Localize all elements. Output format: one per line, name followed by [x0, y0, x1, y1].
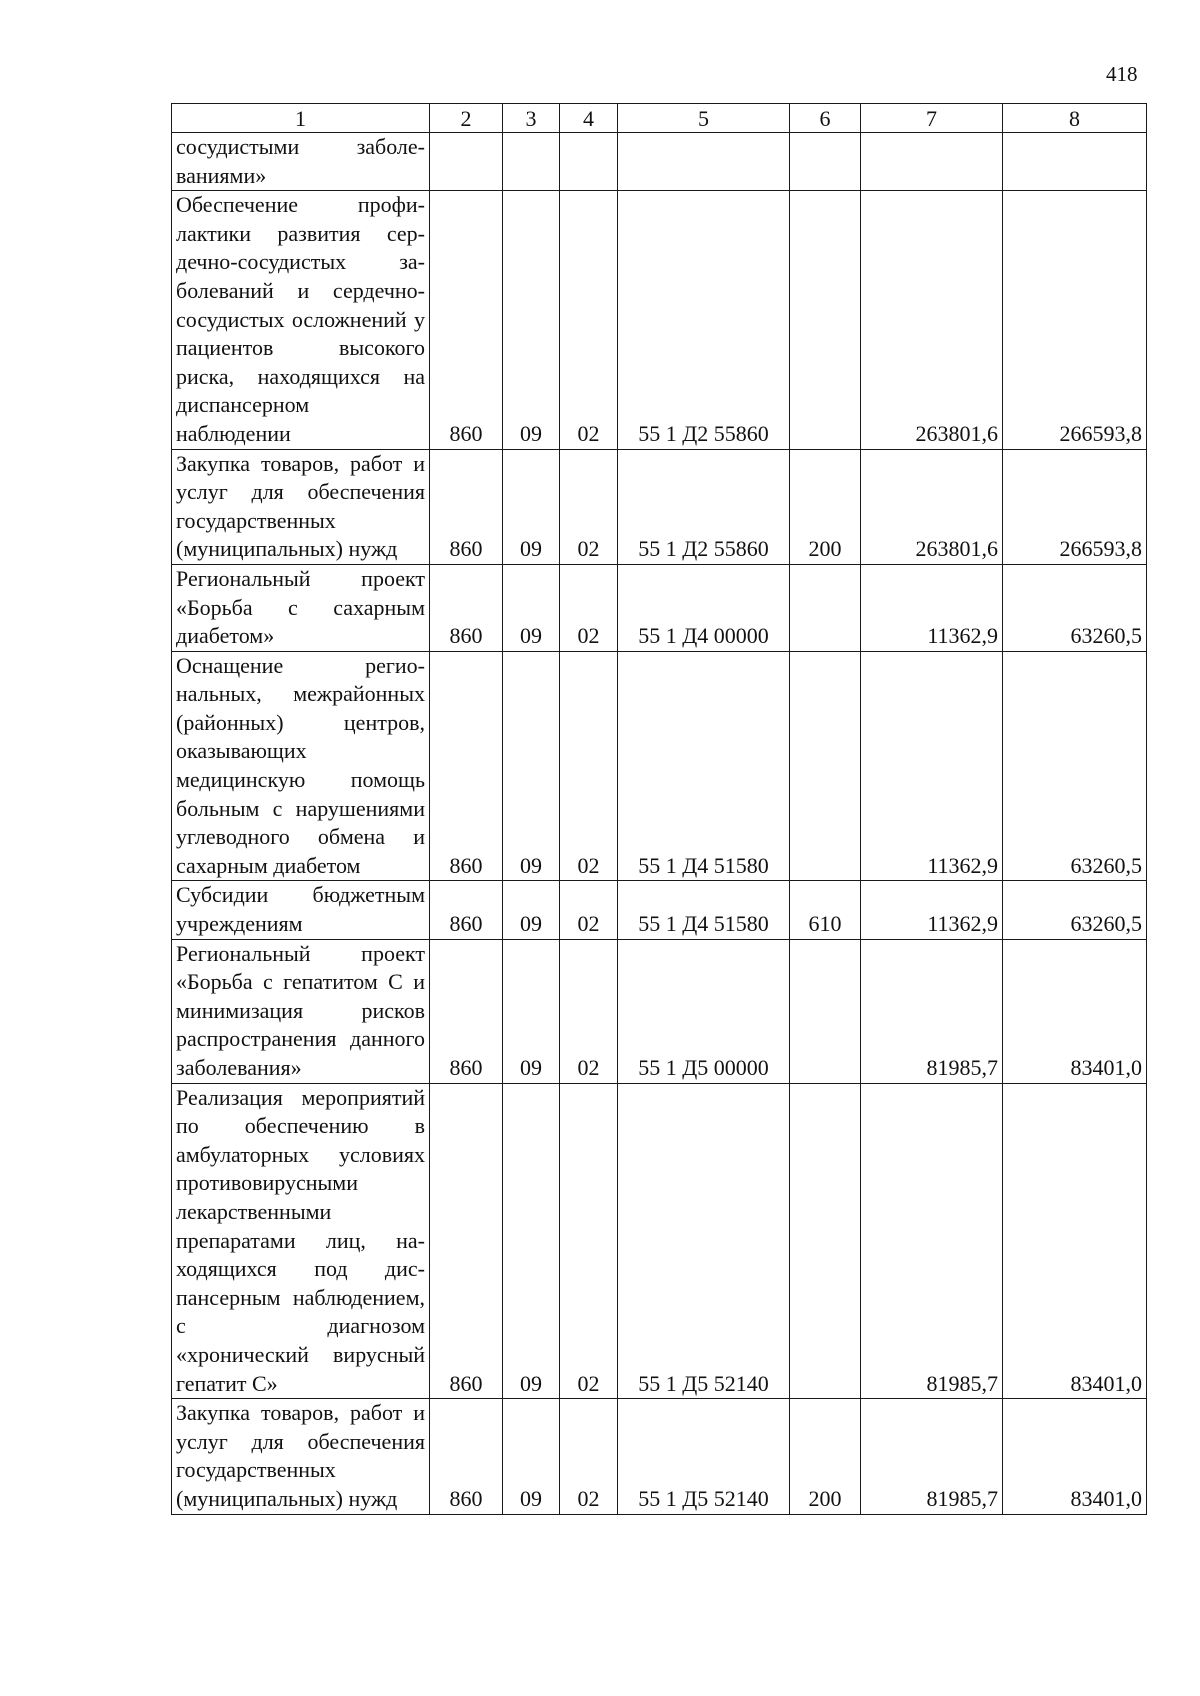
table-row: [172, 449, 1147, 564]
section-cell: [503, 133, 560, 191]
amount-col7-cell: 81985,7: [861, 939, 1003, 1083]
column-header: 2: [430, 104, 503, 133]
subsection-cell: 02: [560, 939, 618, 1083]
target-article-cell: 55 1 Д2 55860: [618, 191, 790, 449]
subsection-cell: 02: [560, 449, 618, 564]
section-cell: 09: [503, 939, 560, 1083]
row-name-cell: Региональный проект «Борьба с гепатитом С и минимизация рисков распространения данного заболевания»: [172, 939, 430, 1083]
section-cell: 09: [503, 651, 560, 881]
table-row: [172, 881, 1147, 939]
row-name-cell: Субсидии бюджетным учреждениям: [172, 881, 430, 939]
admin-code-cell: 860: [430, 881, 503, 939]
section-cell: 09: [503, 1083, 560, 1399]
expense-type-cell: [790, 939, 861, 1083]
column-header: 8: [1003, 104, 1147, 133]
column-header: 4: [560, 104, 618, 133]
column-header: 1: [172, 104, 430, 133]
page-number: 418: [1106, 62, 1138, 86]
expense-type-cell: 200: [790, 1399, 861, 1514]
table-row: [172, 939, 1147, 1083]
table-row: [172, 651, 1147, 881]
admin-code-cell: 860: [430, 939, 503, 1083]
amount-col8-cell: 266593,8: [1003, 191, 1147, 449]
row-name-cell: Оснащение региональных, межрайонных (районных) центров, оказывающих медицинскую помощь больным с нарушениями углеводного обмена и сахарным диабетом: [172, 651, 430, 881]
target-article-cell: [618, 133, 790, 191]
table-row: [172, 133, 1147, 191]
section-cell: 09: [503, 191, 560, 449]
subsection-cell: 02: [560, 564, 618, 651]
row-name-cell: Закупка товаров, работ и услуг для обеспечения государственных (муниципальных) нужд: [172, 1399, 430, 1514]
expense-type-cell: [790, 651, 861, 881]
subsection-cell: 02: [560, 651, 618, 881]
subsection-cell: 02: [560, 1083, 618, 1399]
amount-col8-cell: 83401,0: [1003, 939, 1147, 1083]
expense-type-cell: [790, 133, 861, 191]
table-row: [172, 1083, 1147, 1399]
amount-col7-cell: [861, 133, 1003, 191]
admin-code-cell: 860: [430, 449, 503, 564]
table-row: [172, 564, 1147, 651]
row-name-cell: Закупка товаров, работ и услуг для обеспечения государственных (муниципальных) нужд: [172, 449, 430, 564]
budget-table: [171, 103, 1147, 1515]
target-article-cell: 55 1 Д5 00000: [618, 939, 790, 1083]
column-header: 5: [618, 104, 790, 133]
subsection-cell: 02: [560, 881, 618, 939]
column-header: 6: [790, 104, 861, 133]
section-cell: 09: [503, 1399, 560, 1514]
amount-col7-cell: 11362,9: [861, 651, 1003, 881]
section-cell: 09: [503, 564, 560, 651]
expense-type-cell: [790, 1083, 861, 1399]
amount-col8-cell: 63260,5: [1003, 651, 1147, 881]
admin-code-cell: [430, 133, 503, 191]
amount-col7-cell: 81985,7: [861, 1399, 1003, 1514]
row-name-cell: Обеспечение профилактики развития сердечно-сосудистых заболеваний и сердечнососудистых осложнений у пациентов высокого риска, находящихся на диспансерном наблюдении: [172, 191, 430, 449]
target-article-cell: 55 1 Д5 52140: [618, 1083, 790, 1399]
admin-code-cell: 860: [430, 564, 503, 651]
section-cell: 09: [503, 881, 560, 939]
amount-col8-cell: 63260,5: [1003, 881, 1147, 939]
target-article-cell: 55 1 Д4 51580: [618, 651, 790, 881]
amount-col8-cell: 266593,8: [1003, 449, 1147, 564]
amount-col8-cell: [1003, 133, 1147, 191]
expense-type-cell: [790, 191, 861, 449]
amount-col8-cell: 83401,0: [1003, 1083, 1147, 1399]
target-article-cell: 55 1 Д4 00000: [618, 564, 790, 651]
target-article-cell: 55 1 Д4 51580: [618, 881, 790, 939]
amount-col7-cell: 263801,6: [861, 191, 1003, 449]
amount-col8-cell: 83401,0: [1003, 1399, 1147, 1514]
admin-code-cell: 860: [430, 1083, 503, 1399]
column-header: 3: [503, 104, 560, 133]
amount-col7-cell: 263801,6: [861, 449, 1003, 564]
amount-col7-cell: 11362,9: [861, 881, 1003, 939]
expense-type-cell: [790, 564, 861, 651]
header-row: [172, 104, 1147, 133]
subsection-cell: 02: [560, 1399, 618, 1514]
subsection-cell: [560, 133, 618, 191]
row-name-cell: Региональный проект «Борьба с сахарным диабетом»: [172, 564, 430, 651]
row-name-cell: Реализация мероприятий по обеспечению в амбулаторных условиях противовирусными лекарственными препаратами лиц, находящихся под диспансерным наблюдением, с диагнозом «хронический вирусный гепатит С»: [172, 1083, 430, 1399]
amount-col8-cell: 63260,5: [1003, 564, 1147, 651]
amount-col7-cell: 81985,7: [861, 1083, 1003, 1399]
admin-code-cell: 860: [430, 651, 503, 881]
expense-type-cell: 200: [790, 449, 861, 564]
column-header: 7: [861, 104, 1003, 133]
amount-col7-cell: 11362,9: [861, 564, 1003, 651]
target-article-cell: 55 1 Д2 55860: [618, 449, 790, 564]
target-article-cell: 55 1 Д5 52140: [618, 1399, 790, 1514]
subsection-cell: 02: [560, 191, 618, 449]
table-row: [172, 191, 1147, 449]
table-row: [172, 1399, 1147, 1514]
admin-code-cell: 860: [430, 1399, 503, 1514]
expense-type-cell: 610: [790, 881, 861, 939]
section-cell: 09: [503, 449, 560, 564]
row-name-cell: сосудистыми заболеваниями»: [172, 133, 430, 191]
admin-code-cell: 860: [430, 191, 503, 449]
